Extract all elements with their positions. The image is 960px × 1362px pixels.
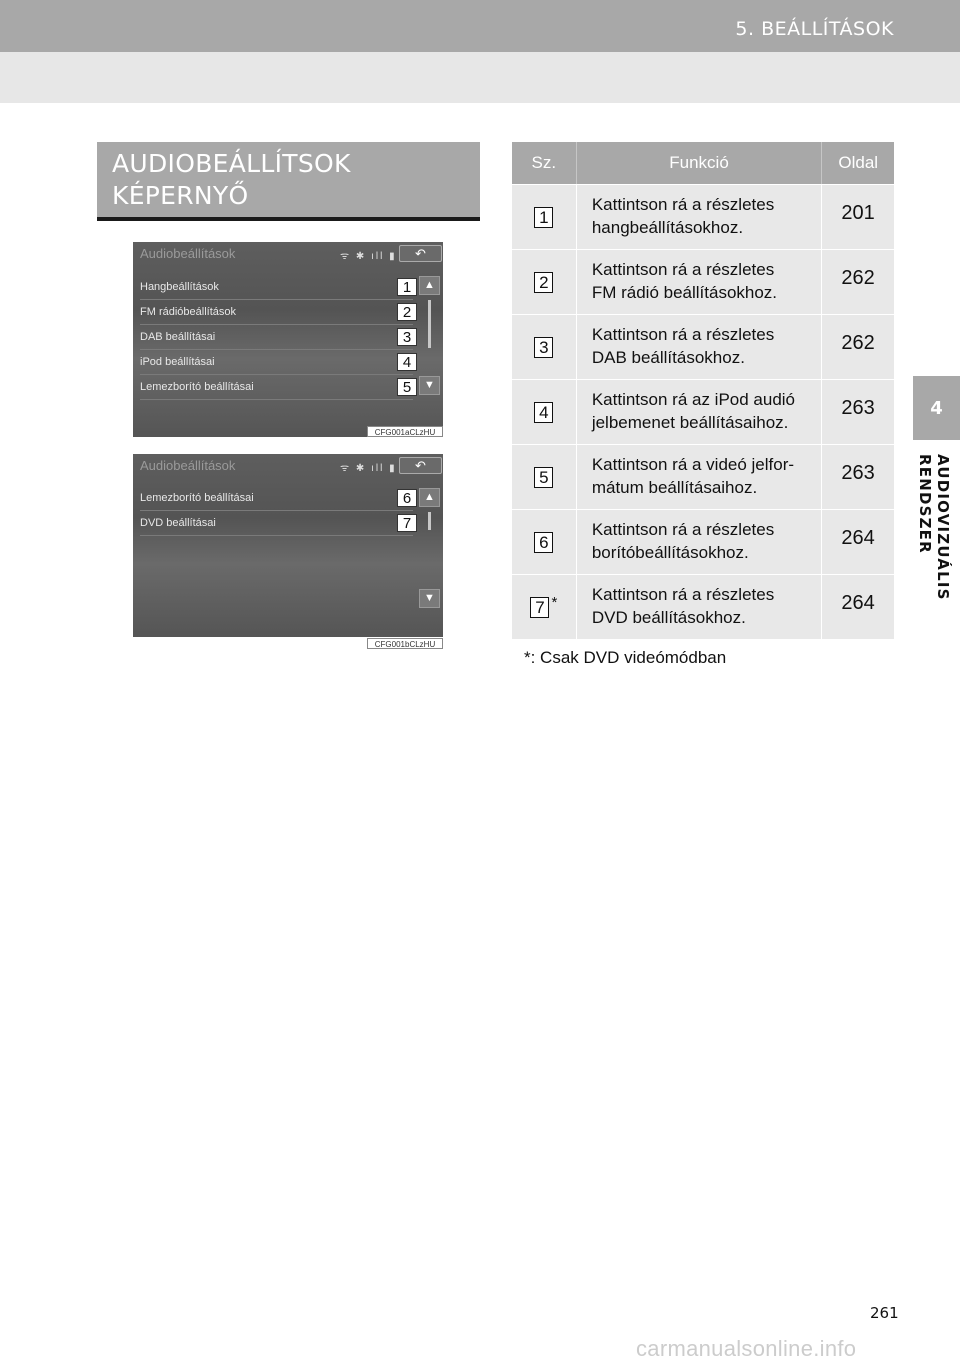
row-function-line-1: Kattintson rá a részletes — [591, 520, 775, 539]
row-function-line-1: Kattintson rá a részletes — [591, 260, 775, 279]
row-page: 264 — [841, 527, 875, 549]
row-number: 7 — [530, 597, 549, 618]
row-function — [577, 575, 822, 639]
row-function-line-1: Kattintson rá a részletes — [591, 195, 775, 214]
column-header-no: Sz. — [531, 153, 557, 172]
row-function-line-1: Kattintson rá a részletes — [591, 325, 775, 344]
table-row — [512, 314, 894, 379]
table-header — [512, 142, 894, 184]
scroll-down-button[interactable]: ▼ — [419, 376, 440, 395]
status-icons: ᯤ ✱ ıll ▮ — [340, 463, 397, 474]
row-function-line-2: borítóbeállításokhoz. — [591, 543, 749, 562]
audio-settings-screen-1 — [133, 242, 443, 437]
row-function — [577, 510, 822, 574]
scrollbar[interactable] — [428, 300, 431, 348]
row-page: 201 — [841, 202, 875, 224]
menu-item-dvd-settings[interactable] — [140, 511, 413, 536]
row-function-line-1: Kattintson rá az iPod audió — [591, 390, 796, 409]
menu-item-label: Hangbeállítások — [140, 281, 219, 293]
watermark: carmanualsonline.info — [636, 1336, 857, 1361]
audio-settings-screen-2 — [133, 454, 443, 637]
row-number: 1 — [534, 207, 553, 228]
screen-title: Audiobeállítások — [140, 246, 236, 261]
row-number: 6 — [534, 532, 553, 553]
section-title-line-2: KÉPERNYŐ — [112, 181, 249, 210]
row-page: 262 — [841, 267, 875, 289]
section-title-line-1: AUDIOBEÁLLÍTSOK — [112, 149, 351, 178]
table-row — [512, 444, 894, 509]
table-row — [512, 379, 894, 444]
row-number: 4 — [534, 402, 553, 423]
callout-number: 1 — [397, 278, 417, 296]
figure-code: CFG001aCLzHU — [367, 426, 443, 437]
row-page: 262 — [841, 332, 875, 354]
back-button[interactable]: ↶ — [399, 457, 442, 474]
row-number: 5 — [534, 467, 553, 488]
screen-title: Audiobeállítások — [140, 458, 236, 473]
menu-item-label: FM rádióbeállítások — [140, 306, 236, 318]
row-function-line-2: DAB beállításokhoz. — [591, 348, 745, 367]
callout-number: 5 — [397, 378, 417, 396]
row-function-line-2: DVD beállításokhoz. — [591, 608, 746, 627]
menu-item-label: iPod beállításai — [140, 356, 215, 368]
section-title-rule — [97, 217, 480, 221]
status-icons: ᯤ ✱ ıll ▮ — [340, 251, 397, 262]
row-function-line-1: Kattintson rá a részletes — [591, 585, 775, 604]
row-function-line-2: FM rádió beállításokhoz. — [591, 283, 778, 302]
menu-item-cover-art-settings[interactable] — [140, 375, 413, 400]
row-function-line-2: hangbeállításokhoz. — [591, 218, 744, 237]
row-page: 263 — [841, 397, 875, 419]
table-row — [512, 509, 894, 574]
menu-item-fm-radio-settings[interactable] — [140, 300, 413, 325]
function-table — [512, 142, 894, 639]
row-function — [577, 315, 822, 379]
row-number: 3 — [534, 337, 553, 358]
scroll-up-button[interactable]: ▲ — [419, 488, 440, 507]
back-button[interactable]: ↶ — [399, 245, 442, 262]
chapter-tab: 4 — [913, 376, 960, 440]
row-function — [577, 445, 822, 509]
row-function — [577, 250, 822, 314]
callout-number: 2 — [397, 303, 417, 321]
callout-number: 4 — [397, 353, 417, 371]
row-function-line-2: jelbemenet beállításaihoz. — [591, 413, 789, 432]
callout-number: 7 — [397, 514, 417, 532]
callout-number: 6 — [397, 489, 417, 507]
table-row — [512, 574, 894, 639]
menu-item-sound-settings[interactable] — [140, 275, 413, 300]
menu-item-label: Lemezborító beállításai — [140, 381, 254, 393]
page-number: 261 — [870, 1304, 899, 1322]
row-function — [577, 185, 822, 249]
figure-code: CFG001bCLzHU — [367, 638, 443, 649]
menu-item-ipod-settings[interactable] — [140, 350, 413, 375]
column-header-function: Funkció — [576, 142, 822, 184]
section-title — [97, 142, 480, 217]
menu-item-label: DVD beállításai — [140, 517, 216, 529]
row-function-line-2: mátum beállításaihoz. — [591, 478, 758, 497]
menu-item-label: DAB beállításai — [140, 331, 216, 343]
scrollbar[interactable] — [428, 512, 431, 530]
table-footnote: *: Csak DVD videómódban — [524, 648, 727, 667]
chapter-side-label: AUDIOVIZUÁLIS RENDSZER — [916, 454, 952, 601]
footnote-marker: * — [551, 593, 558, 611]
menu-item-cover-art-settings[interactable] — [140, 486, 413, 511]
table-row — [512, 249, 894, 314]
row-number: 2 — [534, 272, 553, 293]
row-page: 264 — [841, 592, 875, 614]
scroll-down-button[interactable]: ▼ — [419, 589, 440, 608]
menu-item-dab-settings[interactable] — [140, 325, 413, 350]
row-function — [577, 380, 822, 444]
row-function-line-1: Kattintson rá a videó jelfor- — [591, 455, 795, 474]
column-header-page: Oldal — [821, 142, 894, 184]
callout-number: 3 — [397, 328, 417, 346]
chapter-title: 5. BEÁLLÍTÁSOK — [735, 18, 894, 40]
sub-header-band — [0, 52, 960, 103]
table-row — [512, 184, 894, 249]
row-page: 263 — [841, 462, 875, 484]
scroll-up-button[interactable]: ▲ — [419, 276, 440, 295]
menu-item-label: Lemezborító beállításai — [140, 492, 254, 504]
